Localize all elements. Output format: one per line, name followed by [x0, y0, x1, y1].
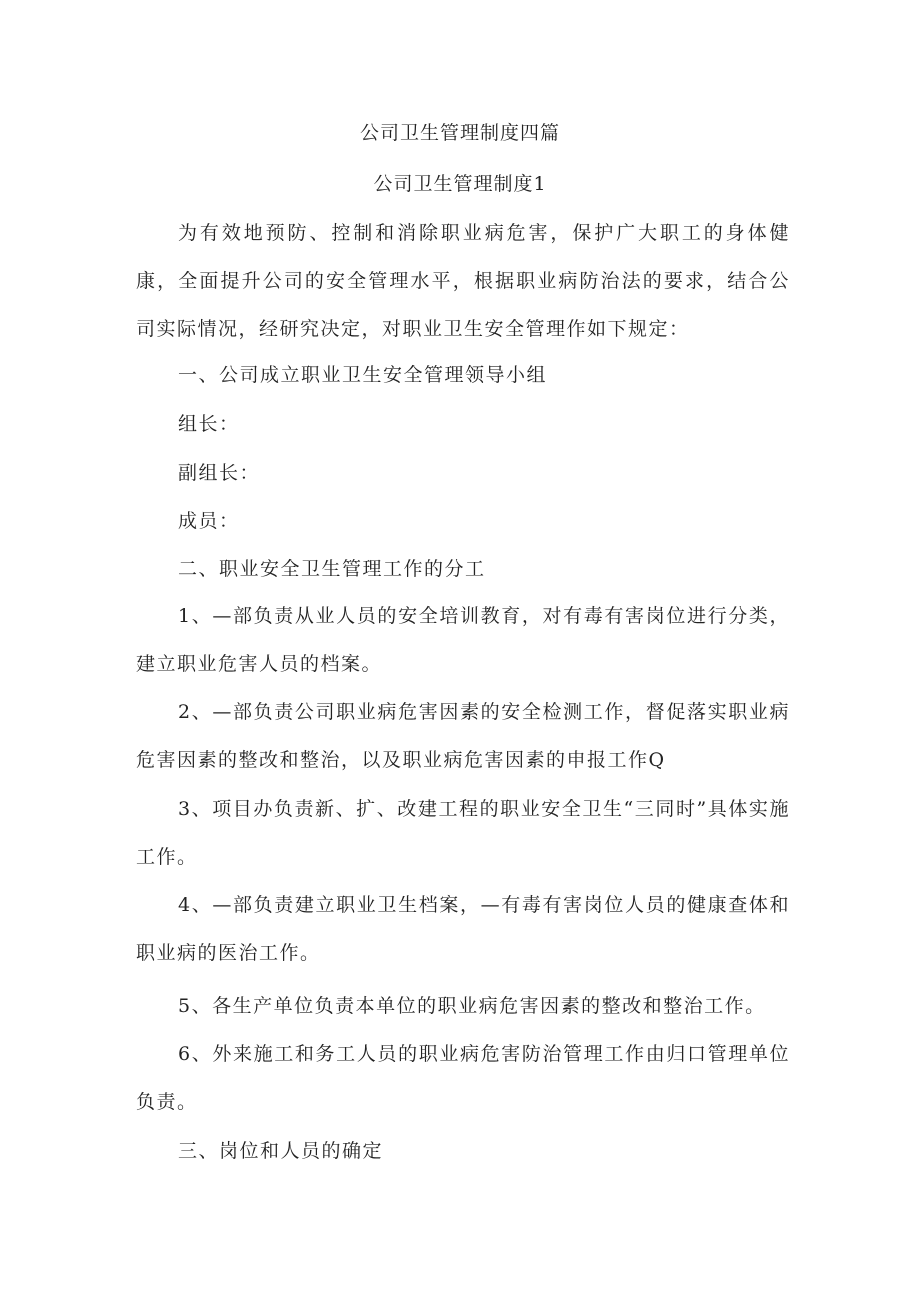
- intro-paragraph: 为有效地预防、控制和消除职业病危害，保护广大职工的身体健康，全面提升公司的安全管理水平，根据职业病防治法的要求，结合公司实际情况，经研究决定，对职业卫生安全管理作如下规定：: [136, 222, 790, 340]
- section-1-heading: 一、公司成立职业卫生安全管理领导小组: [178, 364, 548, 386]
- section-2-heading: 二、职业安全卫生管理工作的分工: [178, 558, 486, 580]
- members-label: 成员：: [178, 510, 240, 532]
- item-1-paragraph: 1、—部负责从业人员的安全培训教育，对有毒有害岗位进行分类，建立职业危害人员的档案。: [136, 605, 790, 675]
- item-3-paragraph: 3、项目办负责新、扩、改建工程的职业安全卫生“三同时”具体实施工作。: [136, 798, 790, 868]
- deputy-leader-label: 副组长：: [178, 462, 261, 484]
- item-4-paragraph: 4、—部负责建立职业卫生档案，—有毒有害岗位人员的健康查体和职业病的医治工作。: [136, 894, 790, 964]
- item-5-paragraph: 5、各生产单位负责本单位的职业病危害因素的整改和整治工作。: [178, 995, 766, 1017]
- item-2-paragraph: 2、—部负责公司职业病危害因素的安全检测工作，督促落实职业病危害因素的整改和整治，以及职业病危害因素的申报工作Q: [136, 701, 790, 771]
- leader-label: 组长：: [178, 413, 240, 435]
- document-title: 公司卫生管理制度四篇: [359, 122, 560, 144]
- document-subtitle: 公司卫生管理制度1: [373, 173, 547, 195]
- section-3-heading: 三、岗位和人员的确定: [178, 1140, 384, 1162]
- item-6-paragraph: 6、外来施工和务工人员的职业病危害防治管理工作由归口管理单位负责。: [136, 1043, 790, 1113]
